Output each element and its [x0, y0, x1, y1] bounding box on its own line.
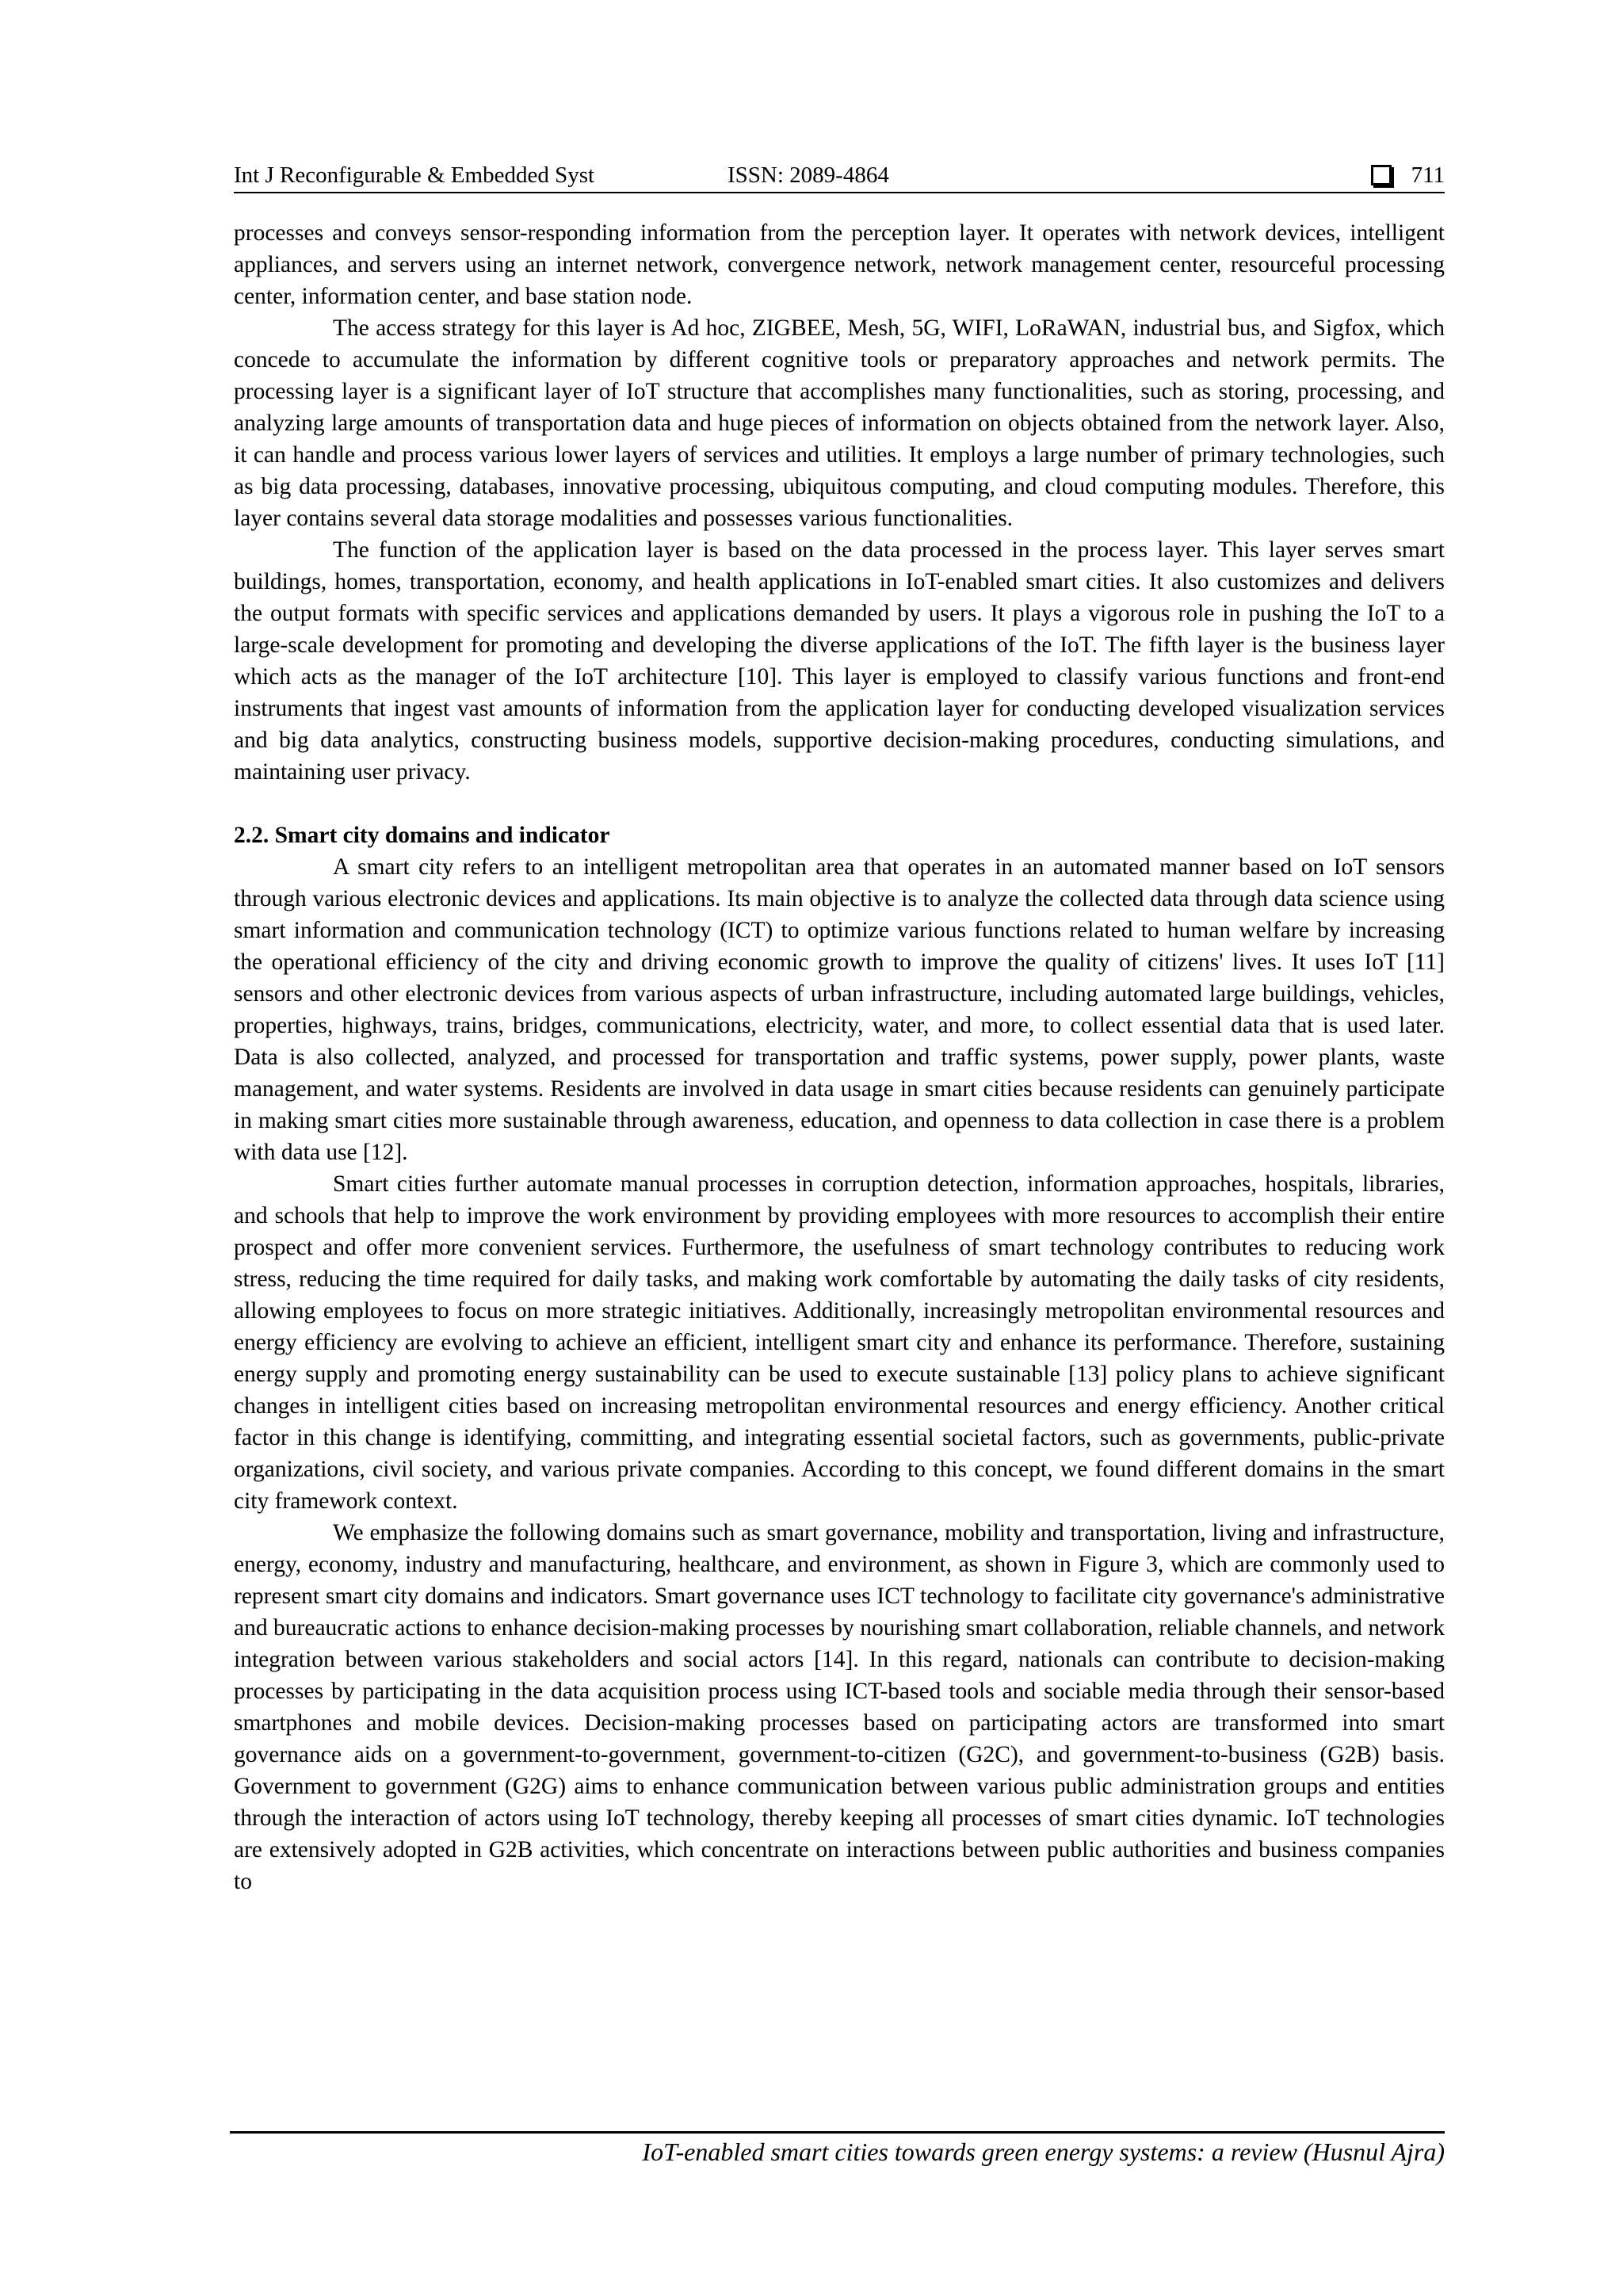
- page-header: [234, 155, 1445, 195]
- paragraph: The function of the application layer is based on the data processed in the process layer. This layer serves smart buildings, homes, transportation, economy, and health applications in IoT-enabled smart cities. It also customizes and delivers the output formats with specific services and applications demanded by users. It plays a vigorous role in pushing the IoT to a large-scale development for promoting and developing the diverse applications of the IoT. The fifth layer is the business layer which acts as the manager of the IoT architecture [10]. This layer is employed to classify various functions and front-end instruments that ingest vast amounts of information from the application layer for conducting developed visualization services and big data analytics, constructing business models, supportive decision-making procedures, conducting simulations, and maintaining user privacy.: [234, 537, 1445, 785]
- header-divider: [234, 192, 1445, 193]
- square-bullet-icon: [1371, 165, 1392, 185]
- paragraph: Smart cities further automate manual processes in corruption detection, information approaches, hospitals, libraries, and schools that help to improve the work environment by providing employees with more resources to accomplish their entire prospect and offer more convenient services. Furthermore, the usefulness of smart technology contributes to reducing work stress, reducing the time required for daily tasks, and making work comfortable by automating the daily tasks of city residents, allowing employees to focus on more strategic initiatives. Additionally, increasingly metropolitan environmental resources and energy efficiency are evolving to achieve an efficient, intelligent smart city and enhance its performance. Therefore, sustaining energy supply and promoting energy sustainability can be used to execute sustainable [13] policy plans to achieve significant changes in intelligent cities based on increasing metropolitan environmental resources and energy efficiency. Another critical factor in this change is identifying, committing, and integrating essential societal factors, such as governments, public-private organizations, civil society, and various private companies. According to this concept, we found different domains in the smart city framework context.: [234, 1171, 1445, 1514]
- journal-issn: ISSN: 2089-4864: [727, 162, 889, 188]
- section-heading: 2.2. Smart city domains and indicator: [234, 823, 610, 848]
- running-title: IoT-enabled smart cities towards green energy systems: a review (Husnul Ajra): [642, 2137, 1445, 2166]
- footer-divider: [230, 2131, 1445, 2134]
- paragraph: A smart city refers to an intelligent metropolitan area that operates in an automated manner based on IoT sensors through various electronic devices and applications. Its main objective is to analyze the collected data through data science using smart information and communication technology (ICT) to optimize various functions related to human welfare by increasing the operational efficiency of the city and driving economic growth to improve the quality of citizens' lives. It uses IoT [11] sensors and other electronic devices from various aspects of urban infrastructure, including automated large buildings, vehicles, properties, highways, trains, bridges, communications, electricity, water, and more, to collect essential data that is used later. Data is also collected, analyzed, and processed for transportation and traffic systems, power supply, power plants, waste management, and water systems. Residents are involved in data usage in smart cities because residents can genuinely participate in making smart cities more sustainable through awareness, education, and openness to data collection in case there is a problem with data use [12].: [234, 854, 1445, 1165]
- page-number: 711: [1411, 162, 1445, 188]
- paragraph: processes and conveys sensor-responding information from the perception layer. It operates with network devices, intelligent appliances, and servers using an internet network, convergence network, network management center, resourceful processing center, information center, and base station node.: [234, 220, 1445, 309]
- body-text: [234, 217, 1445, 1897]
- paragraph: We emphasize the following domains such as smart governance, mobility and transportation, living and infrastructure, energy, economy, industry and manufacturing, healthcare, and environment, as shown in Figure 3, which are commonly used to represent smart city domains and indicators. Smart governance uses ICT technology to facilitate city governance's administrative and bureaucratic actions to enhance decision-making processes by nourishing smart collaboration, reliable channels, and network integration between various stakeholders and social actors [14]. In this regard, nationals can contribute to decision-making processes by participating in the data acquisition process using ICT-based tools and sociable media through their sensor-based smartphones and mobile devices. Decision-making processes based on participating actors are transformed into smart governance aids on a government-to-government, government-to-citizen (G2C), and government-to-business (G2B) basis. Government to government (G2G) aims to enhance communication between various public administration groups and entities through the interaction of actors using IoT technology, thereby keeping all processes of smart cities dynamic. IoT technologies are extensively adopted in G2B activities, which concentrate on interactions between public authorities and business companies to: [234, 1520, 1445, 1894]
- journal-name: Int J Reconfigurable & Embedded Syst: [234, 162, 595, 188]
- paragraph: The access strategy for this layer is Ad hoc, ZIGBEE, Mesh, 5G, WIFI, LoRaWAN, industrial bus, and Sigfox, which concede to accumulate the information by different cognitive tools or preparatory approaches and network permits. The processing layer is a significant layer of IoT structure that accomplishes many functionalities, such as storing, processing, and analyzing large amounts of transportation data and huge pieces of information on objects obtained from the network layer. Also, it can handle and process various lower layers of services and utilities. It employs a large number of primary technologies, such as big data processing, databases, innovative processing, ubiquitous computing, and cloud computing modules. Therefore, this layer contains several data storage modalities and possesses various functionalities.: [234, 315, 1445, 531]
